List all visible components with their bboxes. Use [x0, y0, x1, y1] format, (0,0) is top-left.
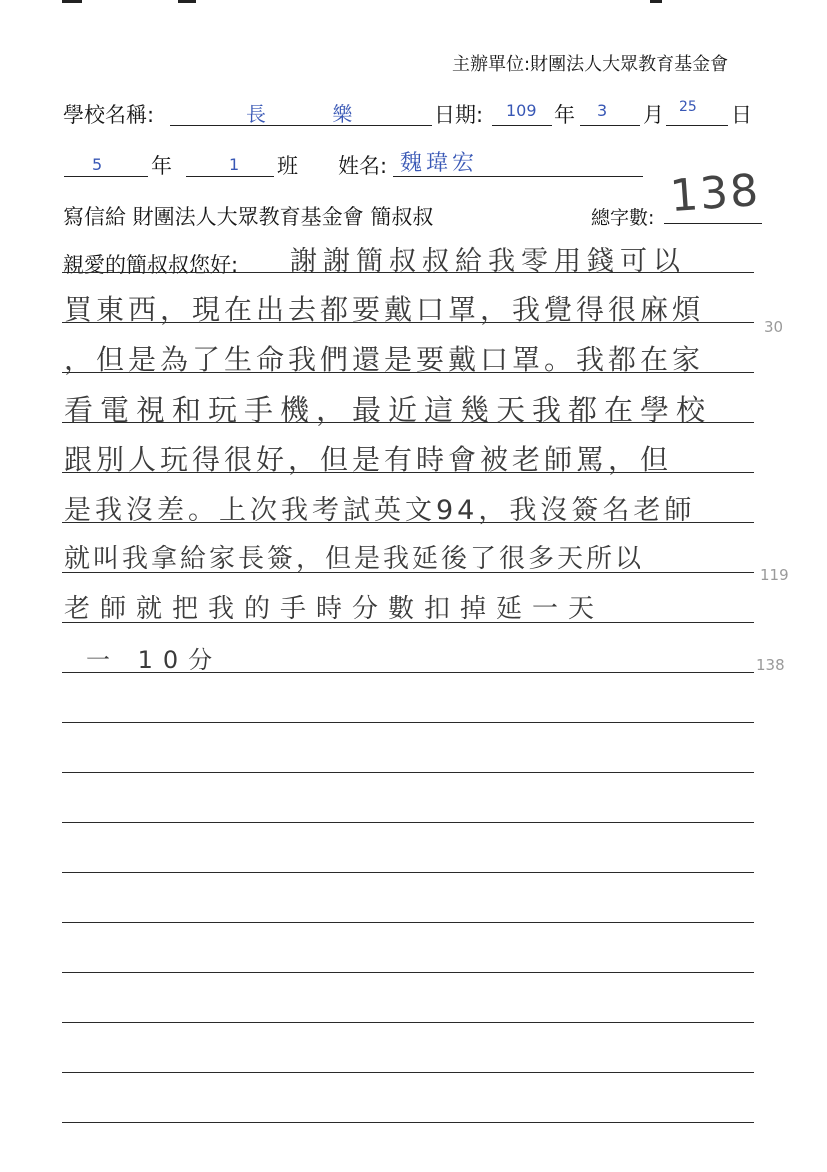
month-label: 月: [643, 103, 664, 127]
ruled-line: [62, 1122, 754, 1123]
margin-count-note: 30: [764, 318, 784, 336]
class-value: 1: [229, 155, 240, 174]
letter-line: 看電視和玩手機，最近這幾天我都在學校: [64, 393, 713, 427]
day-value: 25: [679, 99, 697, 115]
grade-label: 年: [151, 154, 172, 178]
letter-line: 跟別人玩得很好，但是有時會被老師罵，但: [64, 443, 673, 476]
margin-count-note: 119: [760, 566, 789, 584]
ruled-line: [62, 822, 754, 823]
greeting-text: 親愛的簡叔叔您好:: [63, 253, 239, 277]
class-label: 班: [277, 154, 298, 178]
letter-line: 就叫我拿給家長簽，但是我延後了很多天所以: [64, 544, 645, 574]
name-label: 姓名:: [338, 154, 388, 178]
letter-line: ，但是為了生命我們還是要戴口罩。我都在家: [64, 343, 705, 376]
organizer-text: 主辦單位:財團法人大眾教育基金會: [452, 54, 729, 75]
year-value: 109: [506, 101, 537, 120]
word-count-value: 138: [668, 164, 762, 223]
student-name: 魏瑋宏: [400, 151, 479, 176]
day-label: 日: [731, 103, 752, 127]
recipient-text: 寫信給 財團法人大眾教育基金會 簡叔叔: [63, 205, 434, 229]
word-count-label: 總字數:: [591, 207, 655, 229]
scan-mark: [62, 0, 82, 3]
ruled-line: [62, 922, 754, 923]
scan-mark: [650, 0, 662, 3]
day-underline: [666, 125, 728, 126]
letter-line: 一 10分: [86, 646, 223, 674]
margin-count-note: 138: [756, 656, 785, 674]
class-underline: [186, 176, 274, 177]
word-count-underline: [664, 223, 762, 224]
letter-line: 謝謝簡叔叔給我零用錢可以: [290, 246, 686, 277]
ruled-line: [62, 872, 754, 873]
school-value: 長 樂: [246, 102, 383, 126]
ruled-line: [62, 1072, 754, 1073]
scan-mark: [178, 0, 196, 3]
year-label: 年: [554, 103, 575, 127]
letter-line: 是我沒差。上次我考試英文94，我沒簽名老師: [64, 495, 696, 526]
year-underline: [492, 125, 552, 126]
month-underline: [580, 125, 640, 126]
ruled-line: [62, 972, 754, 973]
month-value: 3: [597, 101, 608, 120]
grade-value: 5: [92, 155, 103, 174]
ruled-line: [62, 772, 754, 773]
school-label: 學校名稱:: [63, 103, 155, 127]
letter-line: 老師就把我的手時分數扣掉延一天: [64, 594, 605, 624]
ruled-line: [62, 722, 754, 723]
grade-underline: [64, 176, 148, 177]
ruled-line: [62, 1022, 754, 1023]
letter-line: 買東西，現在出去都要戴口罩，我覺得很麻煩: [64, 293, 705, 326]
date-label: 日期:: [434, 103, 484, 127]
